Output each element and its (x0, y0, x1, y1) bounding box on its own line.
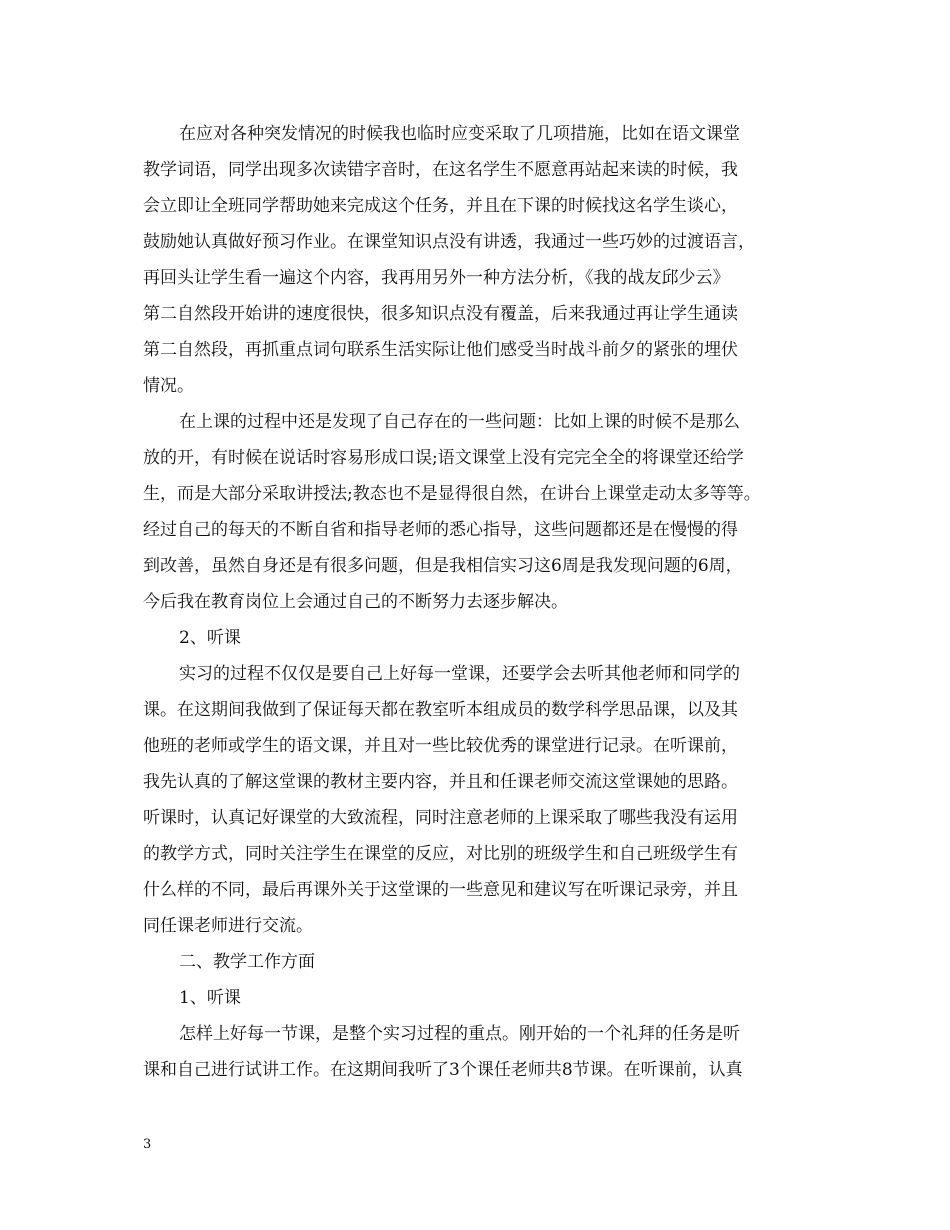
text-line: 教学词语，同学出现多次读错字音时，在这名学生不愿意再站起来读的时候，我 (143, 160, 738, 180)
text-line: 二、教学工作方面 (179, 952, 315, 972)
text-line: 情况。 (143, 376, 194, 396)
text-line: 第二自然段开始讲的速度很快，很多知识点没有覆盖，后来我通过再让学生通读 (143, 304, 738, 324)
text-line: 在上课的过程中还是发现了自己存在的一些问题：比如上课的时候不是那么 (179, 412, 740, 432)
text-line: 放的开，有时候在说话时容易形成口误;语文课堂上没有完完全全的将课堂还给学 (143, 448, 744, 468)
text-line: 在应对各种突发情况的时候我也临时应变采取了几项措施，比如在语文课堂 (179, 124, 740, 144)
text-line: 生，而是大部分采取讲授法;教态也不是显得很自然，在讲台上课堂走动太多等等。 (143, 484, 761, 504)
text-line: 会立即让全班同学帮助她来完成这个任务，并且在下课的时候找这名学生谈心， (143, 196, 738, 216)
text-line: 课和自己进行试讲工作。在这期间我听了3个课任老师共8节课。在听课前，认真 (143, 1060, 743, 1080)
text-line: 什么样的不同，最后再课外关于这堂课的一些意见和建议写在听课记录旁，并且 (143, 880, 738, 900)
text-line: 再回头让学生看一遍这个内容，我再用另外一种方法分析，《我的战友邱少云》 (143, 268, 730, 288)
text-line: 2、听课 (179, 628, 241, 648)
text-line: 听课时，认真记好课堂的大致流程，同时注意老师的上课采取了哪些我没有运用 (143, 808, 738, 828)
text-line: 课。在这期间我做到了保证每天都在教室听本组成员的数学科学思品课，以及其 (143, 700, 738, 720)
text-line: 实习的过程不仅仅是要自己上好每一堂课，还要学会去听其他老师和同学的 (179, 664, 740, 684)
text-line: 鼓励她认真做好预习作业。在课堂知识点没有讲透，我通过一些巧妙的过渡语言， (143, 232, 755, 252)
text-line: 到改善，虽然自身还是有很多问题，但是我相信实习这6周是我发现问题的6周， (143, 556, 743, 576)
document-body (143, 116, 807, 1088)
text-line: 他班的老师或学生的语文课，并且对一些比较优秀的课堂进行记录。在听课前， (143, 736, 738, 756)
text-line: 第二自然段，再抓重点词句联系生活实际让他们感受当时战斗前夕的紧张的埋伏 (143, 340, 738, 360)
text-line: 的教学方式，同时关注学生在课堂的反应，对比别的班级学生和自己班级学生有 (143, 844, 738, 864)
text-line: 我先认真的了解这堂课的教材主要内容，并且和任课老师交流这堂课她的思路。 (143, 772, 738, 792)
text-line: 1、听课 (179, 988, 241, 1008)
text-line: 怎样上好每一节课，是整个实习过程的重点。刚开始的一个礼拜的任务是听 (179, 1024, 740, 1044)
text-line: 同任课老师进行交流。 (143, 916, 313, 936)
page-number: 3 (143, 1137, 152, 1152)
text-line: 今后我在教育岗位上会通过自己的不断努力去逐步解决。 (143, 592, 568, 612)
text-line: 经过自己的每天的不断自省和指导老师的悉心指导，这些问题都还是在慢慢的得 (143, 520, 738, 540)
